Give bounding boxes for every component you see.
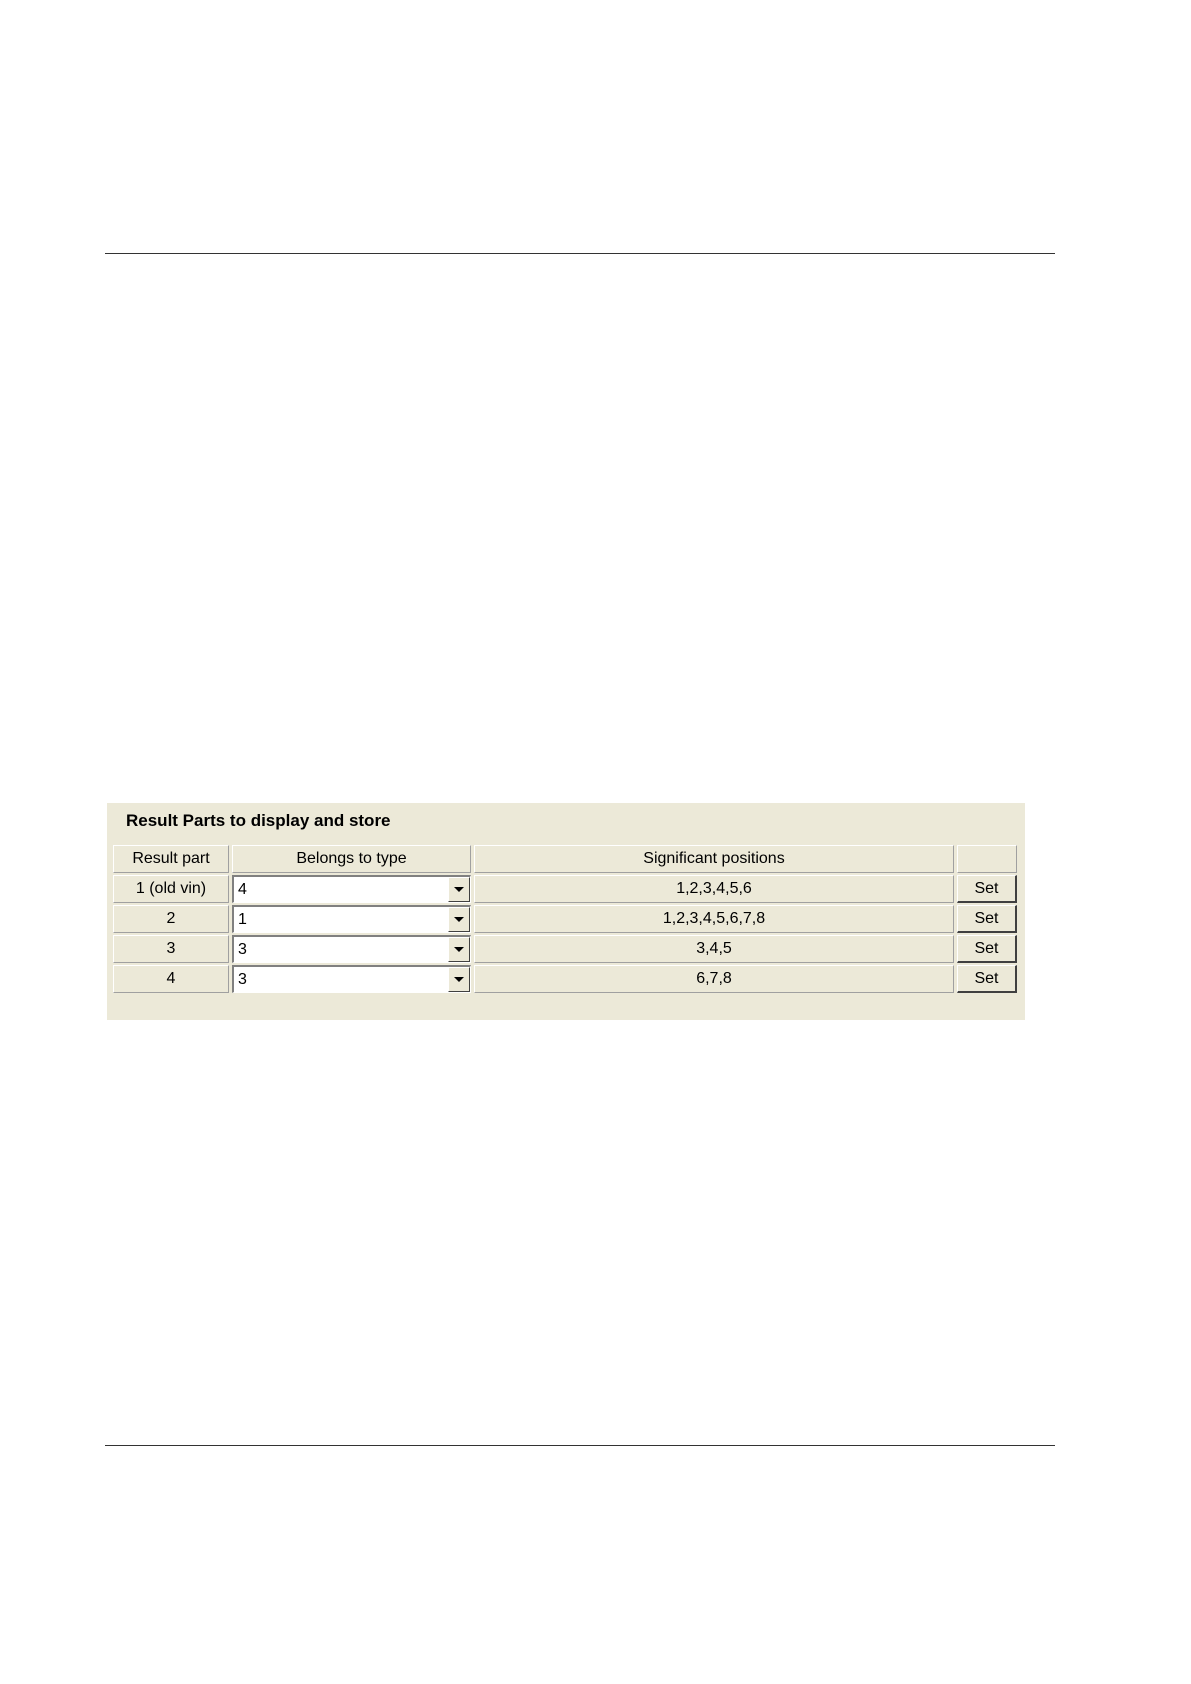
type-combo-cell (232, 965, 471, 993)
table-row (113, 965, 1017, 993)
column-header-result-part: Result part (113, 845, 229, 873)
type-select[interactable] (232, 905, 471, 933)
dropdown-button[interactable] (448, 937, 470, 962)
type-select[interactable] (232, 935, 471, 963)
result-part-cell: 2 (113, 905, 229, 933)
dropdown-button[interactable] (448, 907, 470, 932)
column-header-belongs-to-type: Belongs to type (232, 845, 471, 873)
table-header-row (113, 845, 1017, 873)
significant-positions-cell: 1,2,3,4,5,6 (474, 875, 954, 903)
type-combo-cell (232, 935, 471, 963)
type-select-value: 1 (234, 907, 448, 932)
table-row (113, 905, 1017, 933)
chevron-down-icon (454, 917, 464, 922)
type-select[interactable] (232, 965, 471, 993)
significant-positions-cell: 6,7,8 (474, 965, 954, 993)
significant-positions-cell: 1,2,3,4,5,6,7,8 (474, 905, 954, 933)
significant-positions-cell: 3,4,5 (474, 935, 954, 963)
column-header-action (957, 845, 1017, 873)
action-cell (957, 935, 1017, 963)
panel-title: Result Parts to display and store (126, 811, 391, 830)
column-header-significant-positions: Significant positions (474, 845, 954, 873)
action-cell (957, 905, 1017, 933)
set-button[interactable]: Set (957, 875, 1017, 903)
type-combo-cell (232, 905, 471, 933)
table-row (113, 875, 1017, 903)
set-button[interactable]: Set (957, 965, 1017, 993)
chevron-down-icon (454, 887, 464, 892)
table-row (113, 935, 1017, 963)
bottom-divider (105, 1445, 1055, 1446)
result-part-cell: 3 (113, 935, 229, 963)
result-parts-panel (107, 803, 1025, 1020)
result-part-cell: 4 (113, 965, 229, 993)
dropdown-button[interactable] (448, 877, 470, 902)
set-button[interactable]: Set (957, 935, 1017, 963)
type-select-value: 4 (234, 877, 448, 902)
action-cell (957, 965, 1017, 993)
type-combo-cell (232, 875, 471, 903)
chevron-down-icon (454, 947, 464, 952)
top-divider (105, 253, 1055, 254)
type-select[interactable] (232, 875, 471, 903)
result-part-cell: 1 (old vin) (113, 875, 229, 903)
set-button[interactable]: Set (957, 905, 1017, 933)
action-cell (957, 875, 1017, 903)
result-parts-table (110, 843, 1020, 995)
type-select-value: 3 (234, 967, 448, 992)
type-select-value: 3 (234, 937, 448, 962)
dropdown-button[interactable] (448, 967, 470, 992)
chevron-down-icon (454, 977, 464, 982)
